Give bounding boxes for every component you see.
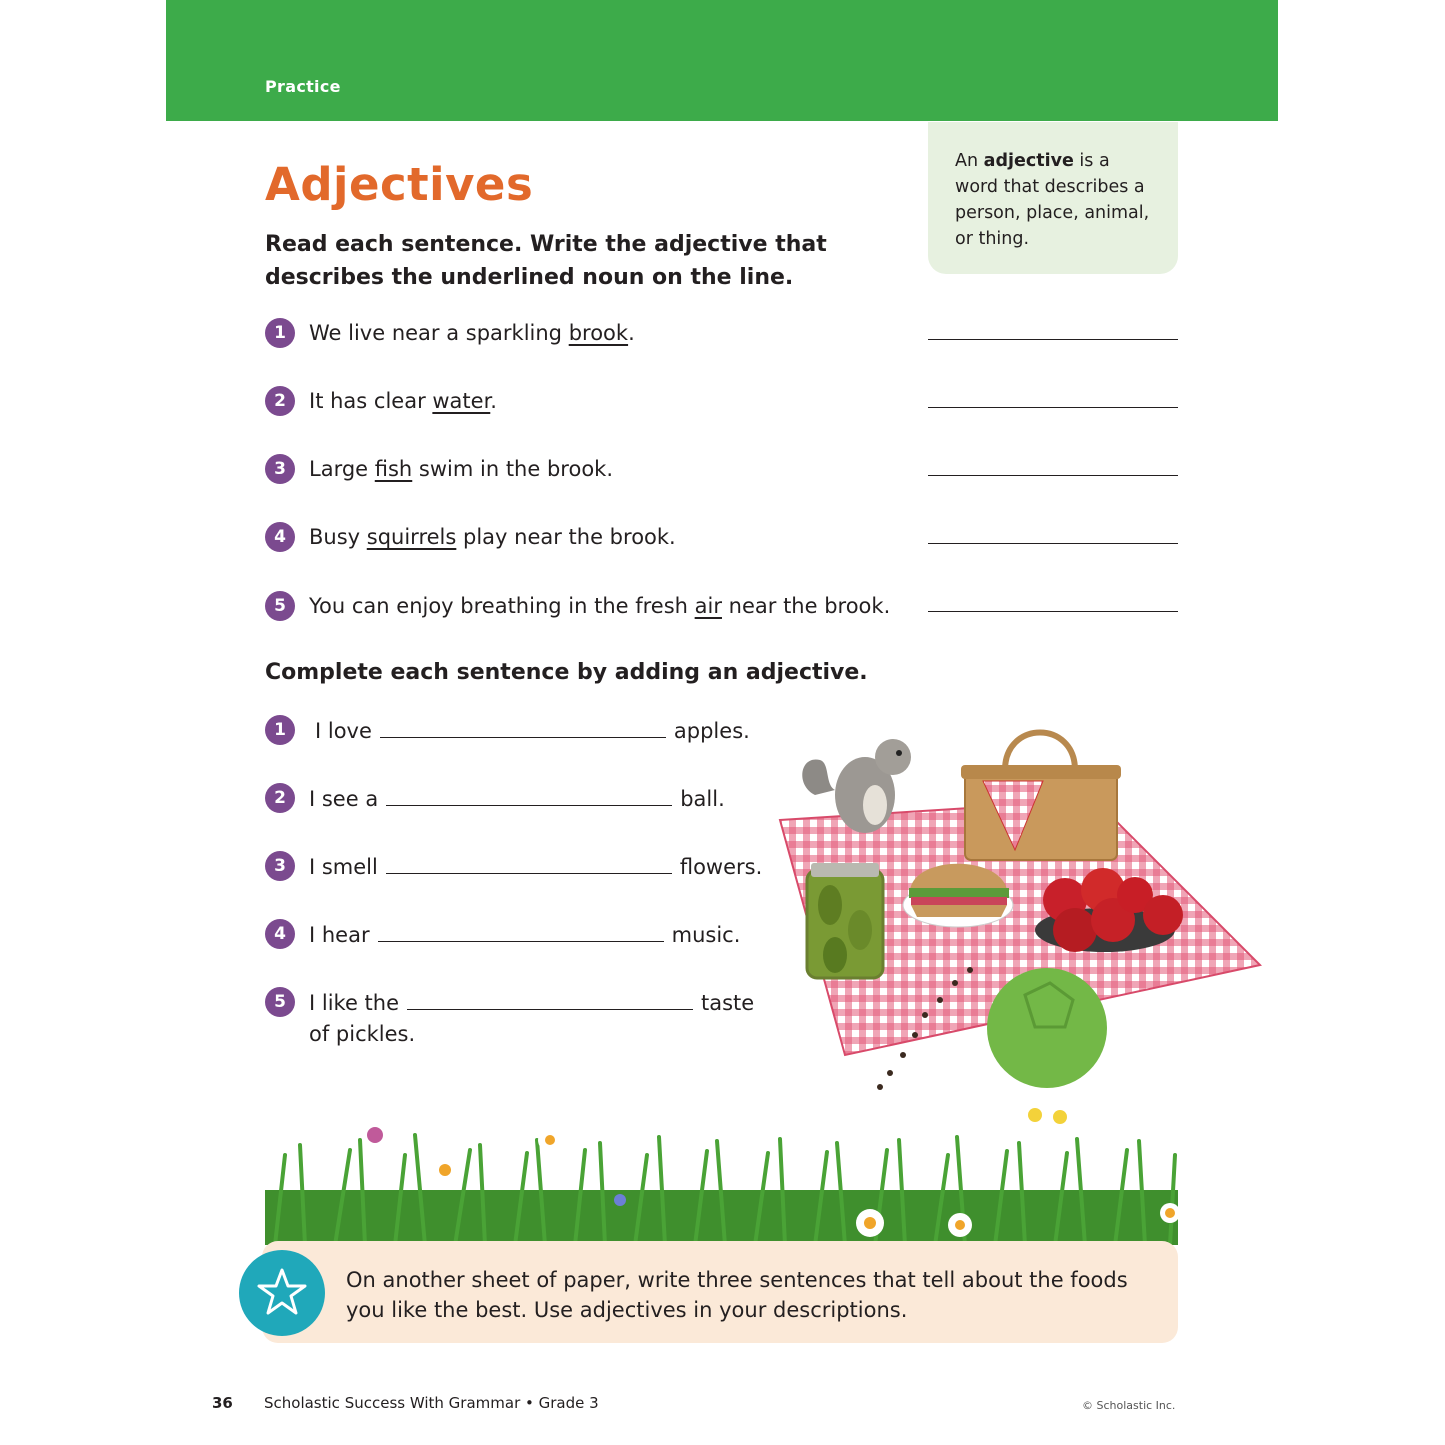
number-badge: 3 — [265, 851, 295, 881]
star-icon — [239, 1250, 325, 1336]
copyright: © Scholastic Inc. — [1082, 1399, 1176, 1412]
part2-item — [265, 986, 754, 1018]
page-number: 36 — [212, 1394, 233, 1412]
part2-item — [265, 782, 725, 814]
part2-item — [265, 850, 762, 882]
underlined-noun: squirrels — [366, 525, 457, 549]
part1-item — [265, 385, 497, 417]
number-badge: 5 — [265, 987, 295, 1017]
grass-illustration — [265, 1095, 1178, 1245]
sentence: I like the taste — [309, 991, 755, 1015]
book-title: Scholastic Success With Grammar • Grade 3 — [264, 1394, 599, 1412]
sentence: Large fish swim in the brook. — [309, 457, 614, 481]
part1-item — [265, 521, 676, 553]
sentence: I hear music. — [309, 923, 741, 947]
fill-in-line[interactable] — [386, 853, 672, 874]
definition-term: adjective — [983, 151, 1074, 171]
sentence: Busy squirrels play near the brook. — [309, 525, 676, 549]
sentence: I see a ball. — [309, 787, 725, 811]
section-label: Practice — [265, 77, 341, 96]
sentence: I smell flowers. — [309, 855, 763, 879]
answer-line[interactable] — [928, 407, 1178, 408]
sentence: I love apples. — [315, 719, 750, 743]
picnic-basket-image — [961, 733, 1121, 861]
pickle-jar-image — [807, 863, 883, 978]
definition-prefix: An — [955, 151, 984, 171]
part2-item — [265, 918, 740, 950]
number-badge: 4 — [265, 522, 295, 552]
tip-box — [262, 1241, 1178, 1343]
part1-instructions: Read each sentence. Write the adjective that describes the underlined noun on the line. — [265, 232, 827, 290]
sentence: You can enjoy breathing in the fresh air near the brook. — [309, 594, 891, 618]
part1-item — [265, 453, 613, 485]
part1-item — [265, 590, 890, 622]
answer-line[interactable] — [928, 543, 1178, 544]
tip-text: On another sheet of paper, write three sentences that tell about the foods you like the best. Use adjectives in your descriptions. — [346, 1268, 1128, 1322]
number-badge: 1 — [265, 715, 295, 745]
definition-rest: is a word that describes a person, place, animal, or thing. — [955, 151, 1150, 249]
number-badge: 5 — [265, 591, 295, 621]
header-band — [166, 0, 1278, 121]
part1-item — [265, 317, 635, 349]
fill-in-line[interactable] — [386, 785, 672, 806]
number-badge: 1 — [265, 318, 295, 348]
underlined-noun: air — [694, 594, 722, 618]
ball-image — [987, 968, 1107, 1088]
part2-instructions: Complete each sentence by adding an adjective. — [265, 660, 868, 685]
answer-line[interactable] — [928, 339, 1178, 340]
sentence: We live near a sparkling brook. — [309, 321, 635, 345]
fill-in-line[interactable] — [378, 921, 664, 942]
sentence-continuation: of pickles. — [309, 1022, 416, 1046]
underlined-noun: fish — [374, 457, 413, 481]
part2-item — [265, 714, 750, 746]
definition-box — [928, 122, 1178, 274]
number-badge: 2 — [265, 783, 295, 813]
answer-line[interactable] — [928, 475, 1178, 476]
answer-line[interactable] — [928, 611, 1178, 612]
picnic-illustration — [775, 715, 1265, 1095]
sentence: It has clear water. — [309, 389, 497, 413]
number-badge: 3 — [265, 454, 295, 484]
underlined-noun: water — [432, 389, 491, 413]
page-title: Adjectives — [265, 158, 534, 211]
number-badge: 4 — [265, 919, 295, 949]
underlined-noun: brook — [568, 321, 629, 345]
fill-in-line[interactable] — [380, 717, 666, 738]
number-badge: 2 — [265, 386, 295, 416]
fill-in-line[interactable] — [407, 989, 693, 1010]
